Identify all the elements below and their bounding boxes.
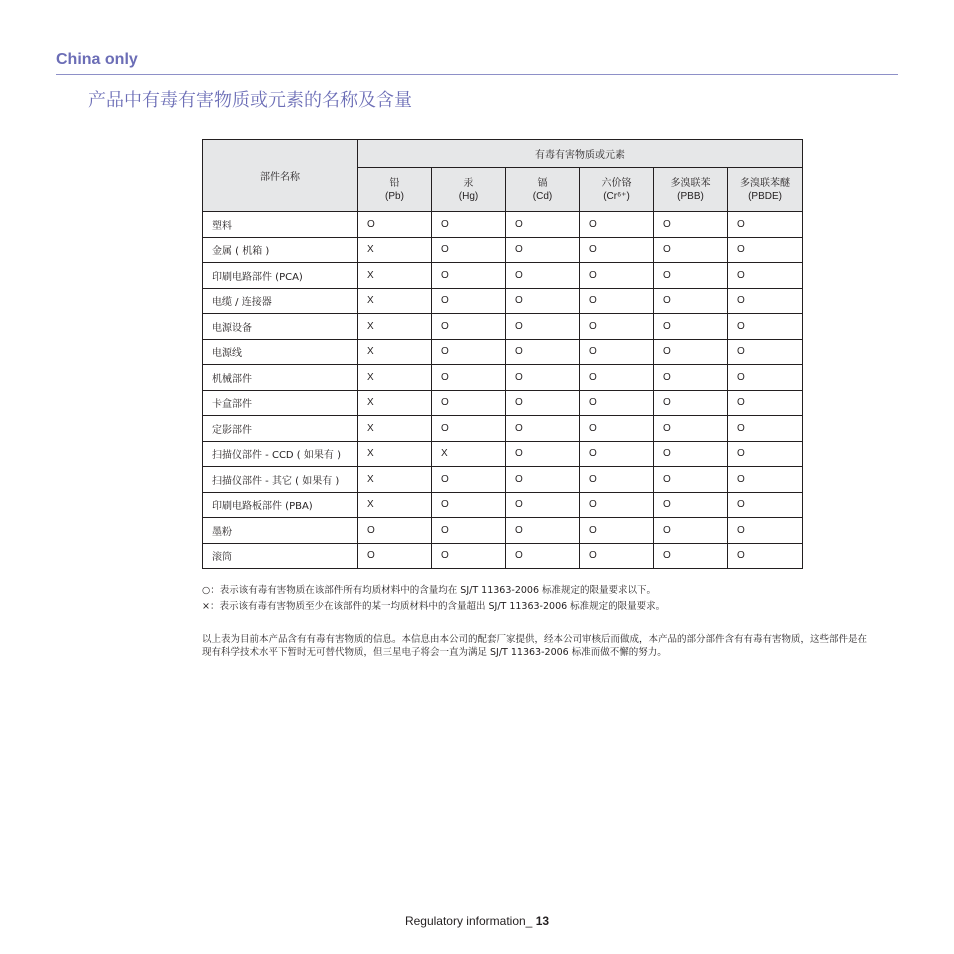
substance-header (506, 168, 580, 212)
page-footer (0, 914, 954, 928)
table-row (203, 467, 803, 493)
substance-mark-cell: O (432, 339, 506, 365)
substance-mark-cell: O (432, 263, 506, 289)
substance-mark-cell: O (506, 288, 580, 314)
part-name-cell: 印刷电路部件 (PCA) (203, 263, 358, 289)
substance-mark-cell: O (654, 339, 728, 365)
substance-mark-cell: O (728, 467, 803, 493)
substance-mark-cell: O (580, 543, 654, 569)
substance-mark-cell: O (728, 263, 803, 289)
disclaimer-paragraph: 以上表为目前本产品含有有毒有害物质的信息。本信息由本公司的配套厂家提供，经本公司审核后而做成，本产品的部分部件含有有毒有害物质，这些部件是在现有科学技术水平下暂时无可替代物质，但三星电子将会一直为满足 SJ/T 11363-2006 标准而做不懈的努力。 (202, 634, 868, 658)
substance-mark-cell: O (580, 288, 654, 314)
table-row (203, 212, 803, 238)
section-divider (56, 74, 898, 75)
substance-mark-cell: O (580, 314, 654, 340)
note-compliant: ○：表示该有毒有害物质在该部件所有均质材料中的含量均在 SJ/T 11363-2006 标准规定的限量要求以下。 (202, 585, 657, 596)
table-body (203, 212, 803, 569)
table-row (203, 492, 803, 518)
note-exceeds: ×：表示该有毒有害物质至少在该部件的某一均质材料中的含量超出 SJ/T 11363-2006 标准规定的限量要求。 (202, 601, 666, 612)
substance-symbol: (Cd) (532, 190, 553, 202)
substance-mark-cell: O (654, 518, 728, 544)
substance-mark-cell: O (654, 314, 728, 340)
substance-mark-cell: O (432, 416, 506, 442)
substance-group-header: 有毒有害物质或元素 (358, 140, 803, 168)
substance-mark-cell: O (580, 212, 654, 238)
substance-mark-cell: O (358, 543, 432, 569)
substance-name: 铅 (389, 177, 400, 189)
table-row (203, 237, 803, 263)
substance-mark-cell: O (358, 518, 432, 544)
substance-mark-cell: X (358, 441, 432, 467)
substance-mark-cell: O (506, 441, 580, 467)
substance-symbol: (PBB) (677, 190, 704, 202)
table-row (203, 314, 803, 340)
substance-mark-cell: O (580, 237, 654, 263)
substance-mark-cell: O (506, 237, 580, 263)
substance-mark-cell: O (580, 390, 654, 416)
substance-mark-cell: X (358, 237, 432, 263)
substance-mark-cell: X (432, 441, 506, 467)
substance-mark-cell: O (728, 543, 803, 569)
page-subtitle: 产品中有毒有害物质或元素的名称及含量 (88, 90, 412, 111)
part-name-header: 部件名称 (203, 140, 358, 212)
substance-mark-cell: X (358, 314, 432, 340)
substance-name: 多溴联苯 (670, 177, 711, 189)
substance-mark-cell: O (432, 390, 506, 416)
substance-name: 镉 (537, 177, 548, 189)
substance-mark-cell: O (654, 492, 728, 518)
substance-mark-cell: O (654, 212, 728, 238)
table-row (203, 390, 803, 416)
substance-mark-cell: X (358, 390, 432, 416)
footer-label: Regulatory information_ (404, 914, 533, 928)
substance-symbol: (Hg) (458, 190, 479, 202)
substance-mark-cell: O (728, 212, 803, 238)
table-row (203, 288, 803, 314)
substance-header (358, 168, 432, 212)
part-name-cell: 定影部件 (203, 416, 358, 442)
substance-header (728, 168, 803, 212)
substance-mark-cell: X (358, 365, 432, 391)
substance-mark-cell: X (358, 492, 432, 518)
substance-header (432, 168, 506, 212)
substance-mark-cell: O (506, 518, 580, 544)
substance-mark-cell: O (580, 492, 654, 518)
substance-mark-cell: O (728, 288, 803, 314)
table-row (203, 543, 803, 569)
substance-mark-cell: X (358, 263, 432, 289)
substance-mark-cell: O (506, 314, 580, 340)
substance-symbol: (PBDE) (748, 190, 782, 202)
substance-mark-cell: O (654, 467, 728, 493)
substance-mark-cell: O (506, 390, 580, 416)
substance-mark-cell: O (728, 339, 803, 365)
substance-mark-cell: X (358, 339, 432, 365)
substance-mark-cell: O (654, 441, 728, 467)
part-name-cell: 扫描仪部件 - 其它 ( 如果有 ) (203, 467, 358, 493)
substance-mark-cell: O (580, 441, 654, 467)
part-name-cell: 扫描仪部件 - CCD ( 如果有 ) (203, 441, 358, 467)
substance-mark-cell: O (654, 416, 728, 442)
part-name-cell: 印刷电路板部件 (PBA) (203, 492, 358, 518)
substance-name: 汞 (463, 177, 474, 189)
substance-mark-cell: X (358, 416, 432, 442)
table-row (203, 263, 803, 289)
substance-mark-cell: O (432, 492, 506, 518)
substance-name: 六价铬 (601, 177, 632, 189)
substance-mark-cell: O (728, 314, 803, 340)
substance-mark-cell: O (728, 492, 803, 518)
substance-mark-cell: O (728, 390, 803, 416)
substance-symbol: (Cr⁶⁺) (603, 190, 630, 202)
table-row (203, 441, 803, 467)
substance-name: 多溴联苯醚 (740, 177, 791, 189)
substance-mark-cell: X (358, 467, 432, 493)
substance-mark-cell: O (580, 365, 654, 391)
substance-mark-cell: O (580, 518, 654, 544)
section-title: China only (56, 51, 138, 68)
substance-mark-cell: O (728, 365, 803, 391)
part-name-cell: 机械部件 (203, 365, 358, 391)
substance-header (654, 168, 728, 212)
part-name-cell: 金属 ( 机箱 ) (203, 237, 358, 263)
substance-mark-cell: O (432, 314, 506, 340)
page-number: 13 (535, 914, 550, 928)
substance-mark-cell: O (432, 467, 506, 493)
substance-mark-cell: O (432, 288, 506, 314)
table-row (203, 339, 803, 365)
part-name-cell: 滚筒 (203, 543, 358, 569)
substance-mark-cell: O (432, 365, 506, 391)
substance-mark-cell: X (358, 288, 432, 314)
table-row (203, 416, 803, 442)
substance-mark-cell: O (728, 237, 803, 263)
part-name-cell: 电源设备 (203, 314, 358, 340)
legend-notes (202, 583, 882, 615)
part-name-cell: 墨粉 (203, 518, 358, 544)
substance-header (580, 168, 654, 212)
substance-mark-cell: O (580, 416, 654, 442)
substance-mark-cell: O (654, 365, 728, 391)
substance-mark-cell: O (506, 543, 580, 569)
substance-mark-cell: O (432, 543, 506, 569)
substance-mark-cell: O (654, 390, 728, 416)
substance-mark-cell: O (506, 467, 580, 493)
substance-mark-cell: O (580, 263, 654, 289)
substance-mark-cell: O (580, 467, 654, 493)
part-name-cell: 卡盒部件 (203, 390, 358, 416)
substance-mark-cell: O (506, 492, 580, 518)
substance-mark-cell: O (432, 518, 506, 544)
table-row (203, 365, 803, 391)
substance-mark-cell: O (506, 263, 580, 289)
substance-mark-cell: O (654, 543, 728, 569)
substance-mark-cell: O (728, 416, 803, 442)
substance-mark-cell: O (654, 263, 728, 289)
part-name-cell: 塑料 (203, 212, 358, 238)
substance-symbol: (Pb) (385, 190, 404, 202)
substance-mark-cell: O (654, 237, 728, 263)
substance-mark-cell: O (506, 212, 580, 238)
substance-mark-cell: O (506, 365, 580, 391)
substance-mark-cell: O (654, 288, 728, 314)
part-name-cell: 电源线 (203, 339, 358, 365)
substance-mark-cell: O (506, 416, 580, 442)
substance-mark-cell: O (432, 212, 506, 238)
substance-mark-cell: O (728, 441, 803, 467)
substance-mark-cell: O (506, 339, 580, 365)
hazardous-substance-table (202, 139, 803, 569)
substance-mark-cell: O (580, 339, 654, 365)
part-name-cell: 电缆 / 连接器 (203, 288, 358, 314)
substance-mark-cell: O (358, 212, 432, 238)
table-row (203, 518, 803, 544)
substance-mark-cell: O (728, 518, 803, 544)
substance-mark-cell: O (432, 237, 506, 263)
